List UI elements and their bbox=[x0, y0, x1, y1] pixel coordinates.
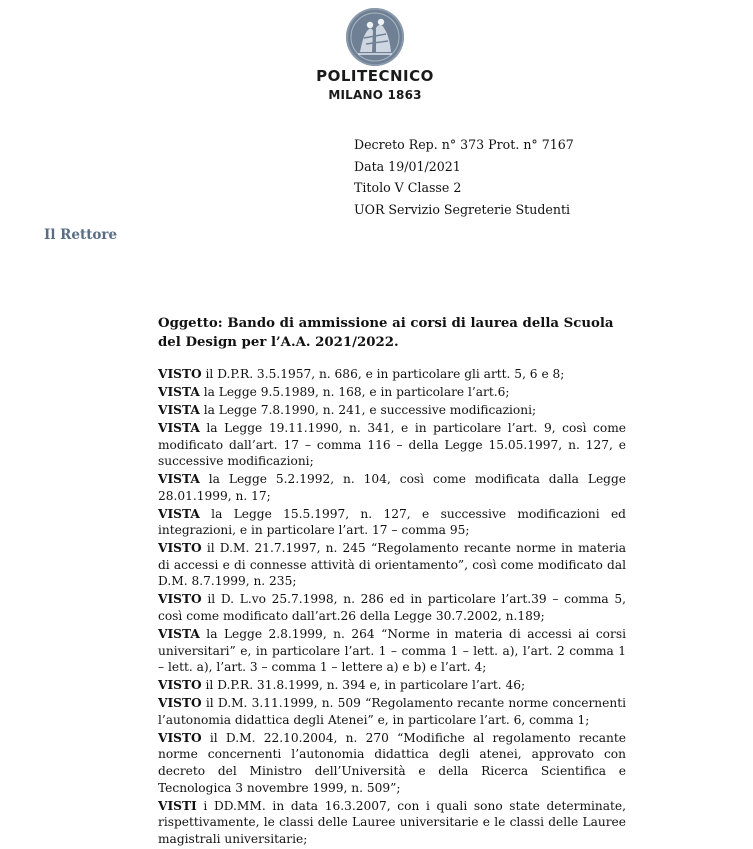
brand-name: POLITECNICO bbox=[316, 67, 434, 85]
paragraph bbox=[158, 402, 626, 419]
paragraph-lead: VISTI bbox=[158, 798, 197, 813]
politecnico-seal-icon bbox=[346, 8, 404, 66]
paragraph-lead: VISTA bbox=[158, 472, 200, 487]
paragraph bbox=[158, 626, 626, 676]
paragraph-lead: VISTA bbox=[158, 420, 200, 435]
paragraph-text: la Legge 2.8.1999, n. 264 “Norme in materia di accessi ai corsi universitari” e, in particolare l’art. 1 – comma 1 – lett. a), l’art. 2 comma 1 – lett. a), l’art. 3 – comma 1 – lettere a) e b) e l’art. 4; bbox=[158, 627, 626, 675]
rettore-heading: Il Rettore bbox=[44, 227, 118, 243]
paragraph-lead: VISTO bbox=[158, 678, 202, 693]
paragraph bbox=[158, 506, 626, 539]
paragraph-text: il D.P.R. 3.5.1957, n. 686, e in particolare gli artt. 5, 6 e 8; bbox=[201, 367, 565, 381]
paragraph-lead: VISTO bbox=[158, 730, 202, 745]
paragraph bbox=[158, 677, 626, 694]
paragraph-lead: VISTA bbox=[158, 384, 200, 399]
paragraph bbox=[158, 366, 626, 383]
paragraph-lead: VISTO bbox=[158, 367, 202, 381]
decree-meta bbox=[354, 134, 574, 220]
decree-number: Decreto Rep. n° 373 Prot. n° 7167 bbox=[354, 137, 574, 152]
decree-office: UOR Servizio Segreterie Studenti bbox=[354, 201, 571, 217]
paragraph-lead: VISTO bbox=[158, 696, 202, 711]
brand-subtitle: MILANO 1863 bbox=[328, 88, 422, 102]
paragraph-text: il D.P.R. 31.8.1999, n. 394 e, in particolare l’art. 46; bbox=[201, 678, 526, 693]
paragraph-lead: VISTO bbox=[158, 541, 202, 556]
paragraph-text: il D.M. 21.7.1997, n. 245 “Regolamento recante norme in materia di accessi e di connesse attività di orientamento”, così come modificato dal D.M. 8.7.1999, n. 235; bbox=[158, 541, 626, 589]
paragraph bbox=[158, 591, 626, 624]
paragraph-lead: VISTA bbox=[158, 627, 200, 642]
paragraph-text: il D.M. 3.11.1999, n. 509 “Regolamento recante norme concernenti l’autonomia didattica degli Atenei” e, in particolare l’art. 6, comma 1; bbox=[158, 696, 626, 727]
paragraph-text: la Legge 5.2.1992, n. 104, così come modificata dalla Legge 28.01.1999, n. 17; bbox=[158, 472, 626, 503]
paragraph bbox=[158, 471, 626, 504]
paragraph-lead: VISTA bbox=[158, 506, 200, 521]
paragraph-text: i DD.MM. in data 16.3.2007, con i quali sono state determinate, rispettivamente, le classi delle Lauree universitarie e le classi delle Lauree magistrali universitarie; bbox=[158, 798, 626, 846]
paragraph-text: il D. L.vo 25.7.1998, n. 286 ed in particolare l’art.39 – comma 5, così come modificato dall’art.26 della Legge 30.7.2002, n.189; bbox=[158, 592, 626, 624]
decree-date: Data 19/01/2021 bbox=[354, 158, 461, 174]
paragraph-text: la Legge 19.11.1990, n. 341, e in particolare l’art. 9, così come modificato dall’art. 17 – comma 116 – della Legge 15.05.1997, n. 127, e successive modificazioni; bbox=[158, 420, 626, 469]
paragraph-text: la Legge 15.5.1997, n. 127, e successive modificazioni ed integrazioni, e in particolare l’art. 17 – comma 95; bbox=[158, 506, 626, 538]
paragraph-text: il D.M. 22.10.2004, n. 270 “Modifiche al regolamento recante norme concernenti l’autonomia didattica degli atenei, approvato con decreto del Ministro dell’Università e della Ricerca Scientifica e Tecnologica 3 novembre 1999, n. 509”; bbox=[158, 730, 626, 795]
paragraph bbox=[158, 798, 626, 848]
paragraph-lead: VISTO bbox=[158, 592, 202, 607]
decree-body bbox=[158, 366, 626, 849]
paragraph-text: la Legge 9.5.1989, n. 168, e in particolare l’art.6; bbox=[199, 384, 510, 399]
paragraph bbox=[158, 420, 626, 470]
paragraph bbox=[158, 384, 626, 401]
paragraph-lead: VISTA bbox=[158, 402, 200, 417]
paragraph-text: la Legge 7.8.1990, n. 241, e successive modificazioni; bbox=[199, 402, 537, 417]
subject-heading: Oggetto: Bando di ammissione ai corsi di laurea della Scuola del Design per l’A.A. 2021/2022. bbox=[158, 316, 614, 350]
paragraph bbox=[158, 730, 626, 796]
paragraph bbox=[158, 695, 626, 728]
decree-title-class: Titolo V Classe 2 bbox=[354, 180, 462, 195]
paragraph bbox=[158, 540, 626, 590]
